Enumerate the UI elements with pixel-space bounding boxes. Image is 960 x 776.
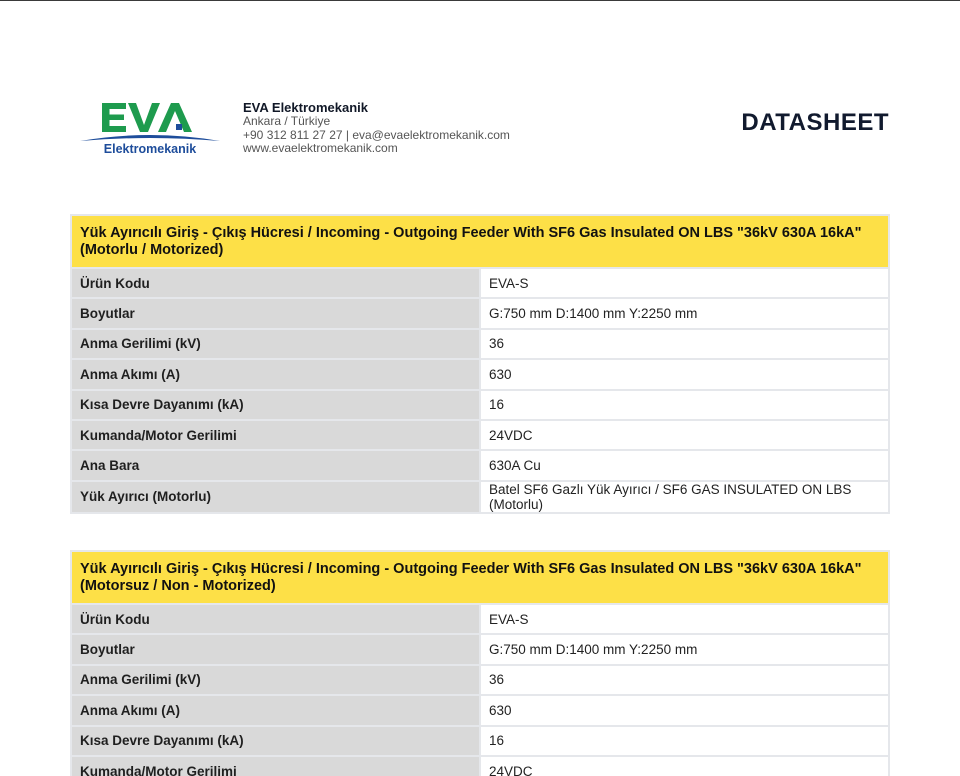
- spec-table-non-motorized: [70, 550, 890, 776]
- spec-value: G:750 mm D:1400 mm Y:2250 mm: [481, 635, 888, 663]
- spec-label: Ürün Kodu: [72, 605, 479, 633]
- spec-label: Ürün Kodu: [72, 269, 479, 297]
- table-row: [72, 757, 888, 776]
- spec-label: Anma Gerilimi (kV): [72, 330, 479, 358]
- spec-label: Kısa Devre Dayanımı (kA): [72, 391, 479, 419]
- spec-value: G:750 mm D:1400 mm Y:2250 mm: [481, 299, 888, 327]
- spec-label: Anma Gerilimi (kV): [72, 666, 479, 694]
- eva-logo: [80, 99, 220, 157]
- spec-table-motorized: [70, 214, 890, 514]
- spec-value: 16: [481, 727, 888, 755]
- table-row: [72, 605, 888, 633]
- spec-value: 36: [481, 666, 888, 694]
- spec-label: Anma Akımı (A): [72, 360, 479, 388]
- table-row: [72, 727, 888, 755]
- table-row: [72, 451, 888, 479]
- spec-value: 630: [481, 696, 888, 724]
- table-row: [72, 482, 888, 512]
- spec-value: EVA-S: [481, 605, 888, 633]
- spec-value: 630: [481, 360, 888, 388]
- datasheet-header: [70, 96, 890, 166]
- spec-value: Batel SF6 Gazlı Yük Ayırıcı / SF6 GAS INSULATED ON LBS (Motorlu): [481, 482, 888, 512]
- spec-label: Ana Bara: [72, 451, 479, 479]
- table-row: [72, 391, 888, 419]
- spec-value: 630A Cu: [481, 451, 888, 479]
- spec-value: 36: [481, 330, 888, 358]
- spec-value: 24VDC: [481, 421, 888, 449]
- spec-label: Kumanda/Motor Gerilimi: [72, 757, 479, 776]
- spec-label: Anma Akımı (A): [72, 696, 479, 724]
- table-row: [72, 666, 888, 694]
- spec-label: Yük Ayırıcı (Motorlu): [72, 482, 479, 512]
- spec-value: EVA-S: [481, 269, 888, 297]
- table-row: [72, 696, 888, 724]
- company-contact: +90 312 811 27 27 | eva@evaelektromekanik.com: [243, 127, 510, 142]
- table-row: [72, 421, 888, 449]
- company-location: Ankara / Türkiye: [243, 114, 331, 128]
- spec-label: Boyutlar: [72, 299, 479, 327]
- top-border-line: [0, 0, 960, 1]
- company-info: [243, 100, 510, 156]
- document-title: DATASHEET: [741, 109, 889, 136]
- table-row: [72, 635, 888, 663]
- spec-label: Kumanda/Motor Gerilimi: [72, 421, 479, 449]
- spec-value: 16: [481, 391, 888, 419]
- spec-value: 24VDC: [481, 757, 888, 776]
- table-row: [72, 299, 888, 327]
- spec-label: Boyutlar: [72, 635, 479, 663]
- table-row: [72, 269, 888, 297]
- table-row: [72, 360, 888, 388]
- svg-text:Elektromekanik: Elektromekanik: [103, 142, 197, 156]
- table-row: [72, 330, 888, 358]
- company-website[interactable]: www.evaelektromekanik.com: [243, 141, 398, 155]
- spec-label: Kısa Devre Dayanımı (kA): [72, 727, 479, 755]
- company-name: EVA Elektromekanik: [243, 100, 368, 115]
- table-title: Yük Ayırıcılı Giriş - Çıkış Hücresi / Incoming - Outgoing Feeder With SF6 Gas Insulated ON LBS "36kV 630A 16kA" (Motorsuz / Non - Motorized): [72, 552, 888, 603]
- table-title: Yük Ayırıcılı Giriş - Çıkış Hücresi / Incoming - Outgoing Feeder With SF6 Gas Insulated ON LBS "36kV 630A 16kA" (Motorlu / Motorized): [72, 216, 888, 267]
